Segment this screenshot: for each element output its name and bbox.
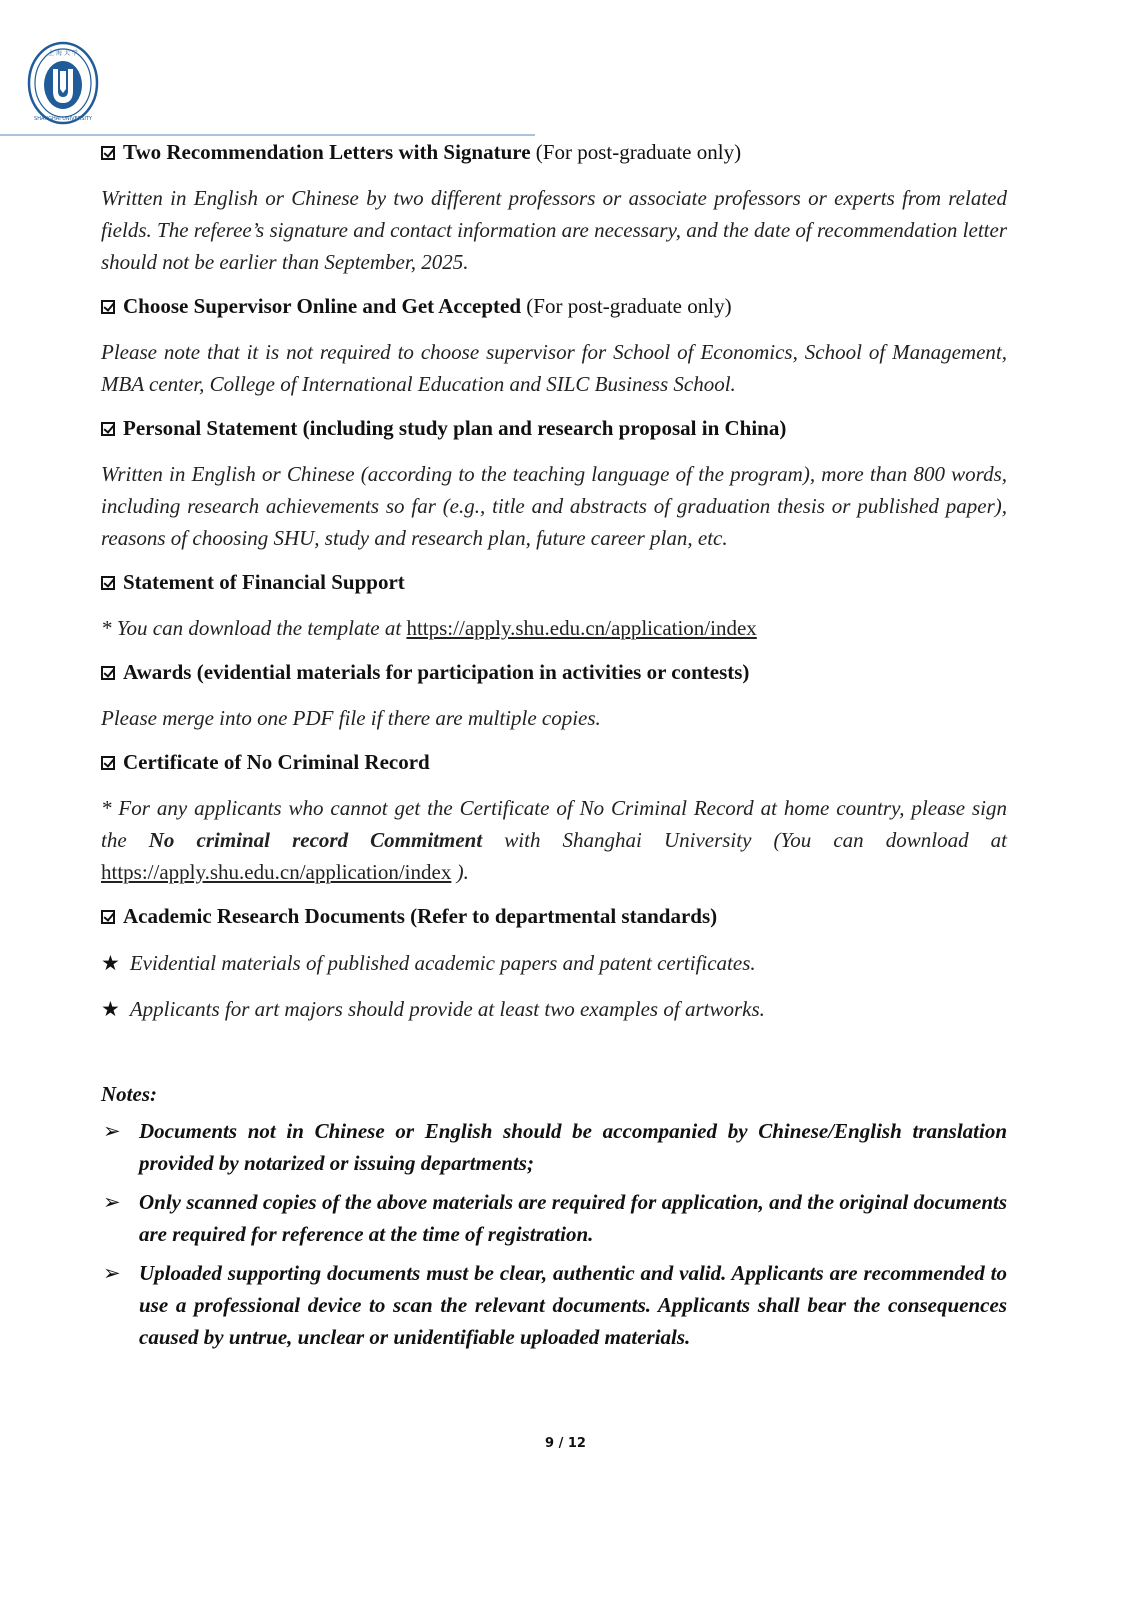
requirement-heading: Certificate of No Criminal Record [101,748,1007,776]
document-body [101,138,1007,1353]
svg-text:SHANGHAI UNIVERSITY: SHANGHAI UNIVERSITY [34,116,92,122]
svg-text:上 海 大 学: 上 海 大 学 [48,50,78,57]
star-bullet-icon: ★ [101,951,120,975]
list-item: ★ Applicants for art majors should provide at least two examples of artworks. [101,997,765,1021]
requirement-heading: Statement of Financial Support [101,568,1007,596]
requirement-description: * For any applicants who cannot get the Certificate of No Criminal Record at home country, please sign the No criminal record Commitment with Shanghai University (You can download at https://apply.shu.edu.cn/application/index ). [101,796,1008,884]
template-download-link[interactable]: https://apply.shu.edu.cn/application/index [406,616,757,640]
checked-box-icon [101,300,115,314]
requirement-heading: Academic Research Documents (Refer to departmental standards) [101,902,1007,930]
arrow-bullet-icon: ➢ [103,1119,121,1143]
requirement-description: Please merge into one PDF file if there are multiple copies. [101,706,601,730]
requirement-description: Written in English or Chinese by two different professors or associate professors or experts from related fields. The referee’s signature and contact information are necessary, and the date of recommendation letter should not be earlier than September, 2025. [101,186,1007,274]
requirement-heading: Personal Statement (including study plan and research proposal in China) [101,414,1007,442]
checked-box-icon [101,910,115,924]
checked-box-icon [101,756,115,770]
note-item: ➢ Uploaded supporting documents must be clear, authentic and valid. Applicants are recommended to use a professional device to scan the relevant documents. Applicants shall bear the consequences caused by untrue, unclear or unidentifiable uploaded materials. [101,1257,1007,1353]
header-divider [0,134,535,136]
checked-box-icon [101,576,115,590]
requirement-heading: Choose Supervisor Online and Get Accepted (For post-graduate only) [101,292,1007,320]
checked-box-icon [101,666,115,680]
commitment-download-link[interactable]: https://apply.shu.edu.cn/application/index [101,860,452,884]
star-bullet-icon: ★ [101,997,120,1021]
requirement-description: Written in English or Chinese (according to the teaching language of the program), more than 800 words, including research achievements so far (e.g., title and abstracts of graduation thesis or published paper), reasons of choosing SHU, study and research plan, future career plan, etc. [101,462,1007,550]
checked-box-icon [101,146,115,160]
arrow-bullet-icon: ➢ [103,1261,121,1285]
requirement-description: Please note that it is not required to choose supervisor for School of Economics, School of Management, MBA center, College of International Education and SILC Business School. [101,340,1007,396]
note-item: ➢ Documents not in Chinese or English should be accompanied by Chinese/English translation provided by notarized or issuing departments; [101,1115,1007,1179]
requirement-description: * You can download the template at https://apply.shu.edu.cn/application/index [101,616,757,640]
requirement-heading: Two Recommendation Letters with Signature (For post-graduate only) [101,138,1007,166]
arrow-bullet-icon: ➢ [103,1190,121,1214]
requirement-heading: Awards (evidential materials for participation in activities or contests) [101,658,1007,686]
notes-title: Notes: [101,1082,157,1106]
page-number: 9 / 12 [545,1436,586,1451]
note-item: ➢ Only scanned copies of the above materials are required for application, and the original documents are required for reference at the time of registration. [101,1186,1007,1250]
list-item: ★ Evidential materials of published academic papers and patent certificates. [101,951,756,975]
checked-box-icon [101,422,115,436]
university-logo [27,41,99,125]
